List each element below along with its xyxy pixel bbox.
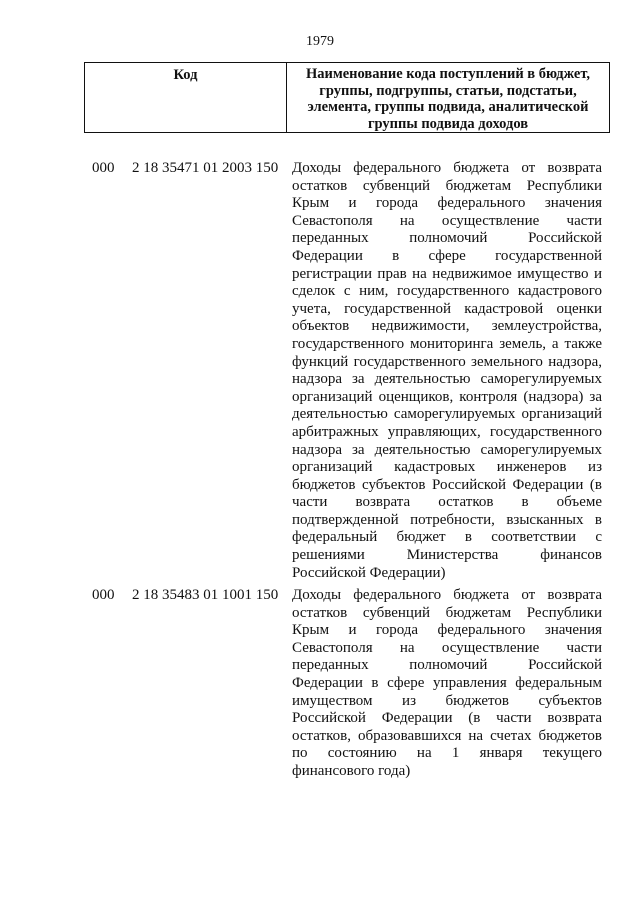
header-name-column: Наименование кода поступлений в бюджет, группы, подгруппы, статьи, подстатьи, элемента, группы подвида, аналитической группы подвида доходов — [305, 66, 591, 132]
revenue-code: 2 18 35471 01 2003 150 — [132, 160, 279, 176]
admin-code: 000 — [92, 587, 115, 603]
revenue-code: 2 18 35483 01 1001 150 — [132, 587, 279, 603]
revenue-description: Доходы федерального бюджета от возврата остатков субвенций бюджетам Республики Крым и города федерального значения Севастополя на осуществление части переданных полномочий Российской Федерации в сфере государственной регистрации прав на недвижимое имущество и сделок с ним, государственного кадастрового учета, государственной кадастровой оценки объектов недвижимости, землеустройства, государственного мониторинга земель, а также функций государственного земельного надзора, надзора за деятельностью саморегулируемых организаций оценщиков, контроля (надзора) за деятельностью саморегулируемых организаций арбитражных управляющих, государственного надзора за деятельностью саморегулируемых организаций кадастровых инженеров из бюджетов субъектов Российской Федерации (в части возврата остатков в объеме подтвержденной потребности, взысканных в федеральный бюджет в соответствии с решениями Министерства финансов Российской Федерации) — [292, 160, 602, 581]
table-header — [84, 62, 610, 133]
revenue-description: Доходы федерального бюджета от возврата остатков субвенций бюджетам Республики Крым и города федерального значения Севастополя на осуществление части переданных полномочий Российской Федерации в сфере управления федеральным имуществом из бюджетов субъектов Российской Федерации (в части возврата остатков, образовавшихся на счетах бюджетов по состоянию на 1 января текущего финансового года) — [292, 587, 602, 779]
header-code-column: Код — [85, 63, 287, 132]
admin-code: 000 — [92, 160, 115, 176]
page-number: 1979 — [306, 34, 334, 49]
